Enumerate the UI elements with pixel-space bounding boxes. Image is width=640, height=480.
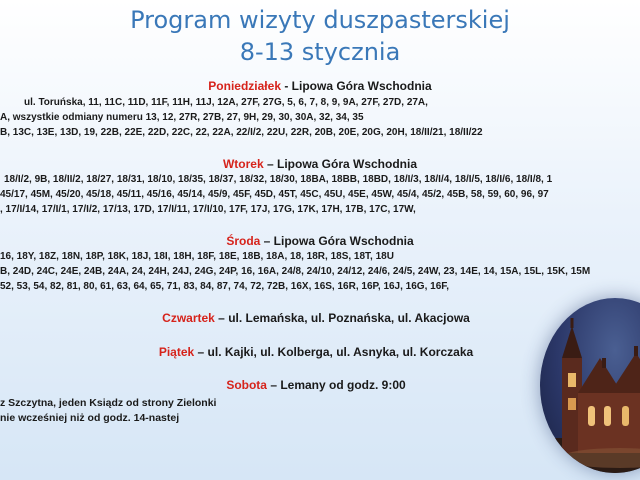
address-line: 16, 18Y, 18Z, 18N, 18P, 18K, 18J, 18I, 18H, 18F, 18E, 18B, 18A, 18, 18R, 18S, 18T, 18U — [0, 251, 394, 262]
day-name: Środa — [226, 234, 261, 248]
address-line: B, 24D, 24C, 24E, 24B, 24A, 24, 24H, 24J, 24G, 24P, 16, 16A, 24/8, 24/10, 24/12, 24/6, 24/5, 24W, 23, 14E, 14, 15A, 15L, 15K, 15M — [0, 266, 591, 277]
day-heading-tuesday — [0, 157, 640, 171]
day-name: Czwartek — [162, 311, 215, 325]
address-line: B, 13C, 13E, 13D, 19, 22B, 22E, 22D, 22C, 22, 22A, 22/I/2, 22U, 22R, 20B, 20E, 20G, 20H, 18/II/21, 18/II/22 — [0, 127, 483, 138]
day-name: Wtorek — [222, 157, 264, 171]
note-line: nie wcześniej niż od godz. 14-nastej — [0, 412, 180, 424]
day-separator: – — [263, 157, 277, 171]
day-separator: – — [260, 234, 274, 248]
day-name: Piątek — [158, 345, 195, 359]
day-place: ul. Lemańska, ul. Poznańska, ul. Akacjowa — [228, 311, 470, 325]
day-heading-monday — [0, 79, 640, 93]
address-line: , 17/I/14, 17/I/1, 17/I/2, 17/13, 17D, 17/I/11, 17/I/10, 17F, 17J, 17G, 17K, 17H, 17B, 17C, 17W, — [0, 204, 416, 215]
day-place: ul. Kajki, ul. Kolberga, ul. Asnyka, ul. Korczaka — [207, 345, 474, 359]
address-line: 52, 53, 54, 82, 81, 80, 61, 63, 64, 65, 71, 83, 84, 87, 74, 72, 72B, 16X, 16S, 16R, 16P, 16J, 16G, 16F, — [0, 281, 450, 292]
address-line: A, wszystkie odmiany numeru 13, 12, 27R, 27B, 27, 9H, 29, 30, 30A, 32, 34, 35 — [0, 112, 364, 123]
church-photo — [540, 298, 640, 473]
day-place: Lipowa Góra Wschodnia — [277, 157, 418, 171]
day-heading-wednesday — [0, 234, 640, 248]
day-separator: – — [266, 378, 281, 392]
page-title: Program wizyty duszpasterskiej — [130, 6, 510, 34]
day-separator: – — [194, 345, 208, 359]
note-line: z Szczytna, jeden Ksiądz od strony Zielonki — [0, 397, 217, 409]
day-separator: - — [281, 79, 292, 93]
day-name: Sobota — [226, 378, 267, 392]
address-line: 45/17, 45M, 45/20, 45/18, 45/11, 45/16, 45/14, 45/9, 45F, 45D, 45T, 45C, 45U, 45E, 45W, 45/4, 45/2, 45B, 58, 59, 60, 96, 97 — [0, 189, 549, 200]
day-separator: – — [214, 311, 229, 325]
page-dates: 8-13 stycznia — [239, 38, 401, 66]
day-place: Lipowa Góra Wschodnia — [291, 79, 432, 93]
address-line: ul. Toruńska, 11, 11C, 11D, 11F, 11H, 11J, 12A, 27F, 27G, 5, 6, 7, 8, 9, 9A, 27F, 27D, 27A, — [24, 97, 428, 108]
address-line: 18/I/2, 9B, 18/II/2, 18/27, 18/31, 18/10, 18/35, 18/37, 18/32, 18/30, 18BA, 18BB, 18BD, 18/I/3, 18/I/4, 18/I/5, 18/I/6, 18/I/8, 1 — [4, 174, 553, 185]
day-place: Lipowa Góra Wschodnia — [273, 234, 414, 248]
day-place: Lemany od godz. 9:00 — [280, 378, 406, 392]
day-name: Poniedziałek — [208, 79, 281, 93]
